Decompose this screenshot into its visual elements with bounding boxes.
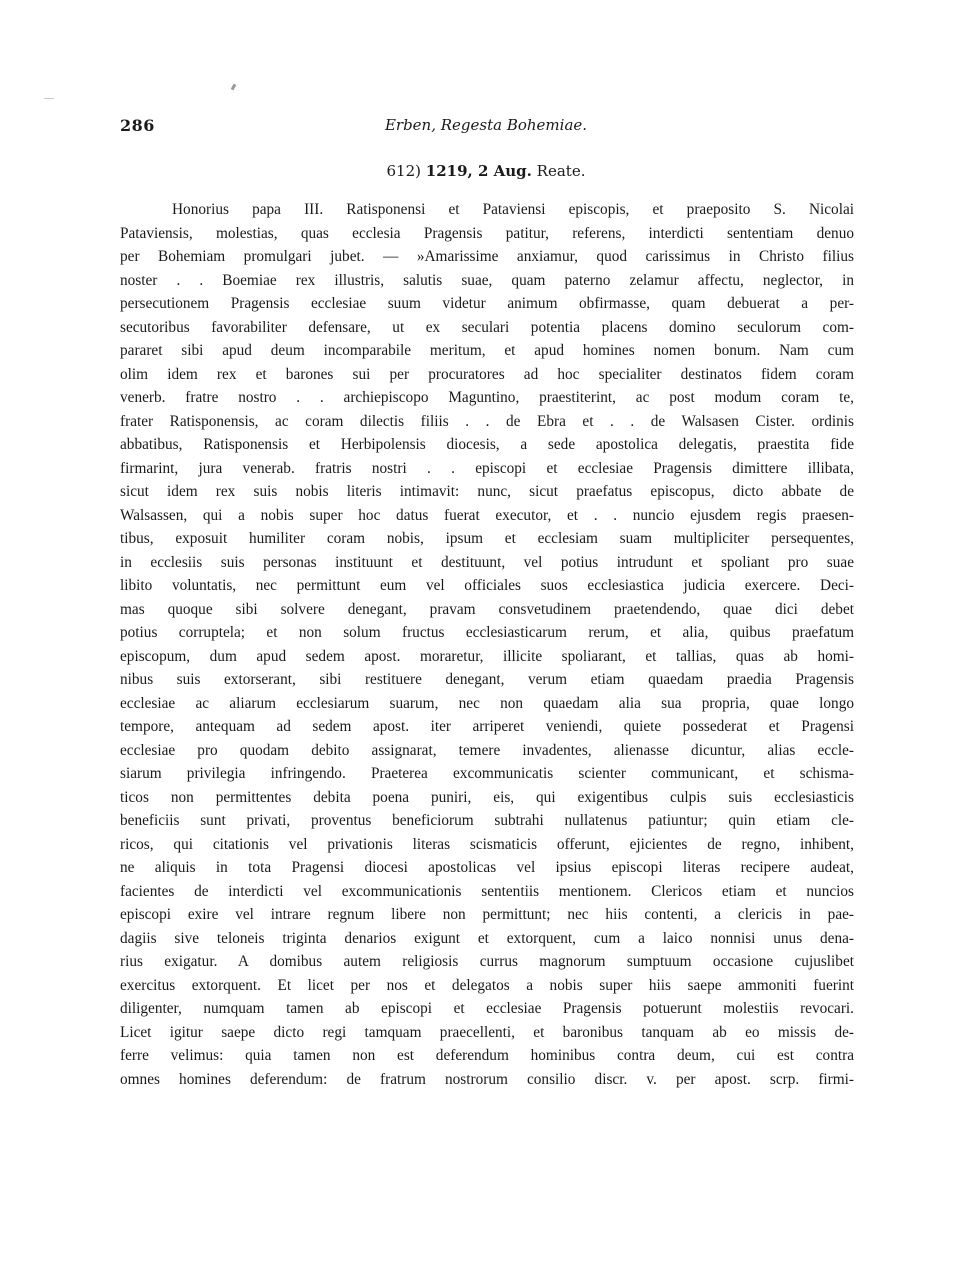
text-line: nibus suis extorserant, sibi restituere denegant, verum etiam quaedam praedia Pragensis xyxy=(120,671,854,688)
text-line: persecutionem Pragensis ecclesiae suum videtur animum obfirmasse, quam debuerat a per- xyxy=(120,295,854,312)
text-line: ticos non permittentes debita poena puniri, eis, qui exigentibus culpis suis ecclesiasticis xyxy=(120,788,854,806)
running-title: Erben, Regesta Bohemiae. xyxy=(384,116,588,134)
entry-date: 1219, 2 Aug. xyxy=(425,162,532,180)
text-line: ecclesiae pro quodam debito assignarat, temere invadentes, alienasse dicuntur, alias eccle- xyxy=(120,741,854,759)
page-number: 286 xyxy=(120,116,155,135)
text-line: ecclesiae ac aliarum ecclesiarum suarum, nec non quaedam alia sua propria, quae longo xyxy=(120,694,854,712)
text-line: ferre velimus: quia tamen non est deferendum hominibus contra deum, cui est contra xyxy=(120,1047,854,1064)
text-line: ne aliquis in tota Pragensi diocesi apostolicas vel ipsius episcopi literas recipere audeat, xyxy=(120,859,854,876)
text-line: dagiis sive teloneis triginta denarios exigunt et extorquent, cum a laico nonnisi unus dena- xyxy=(120,929,854,947)
text-line: facientes de interdicti vel excommunicationis sententiis mentionem. Clericos etiam et nuncios xyxy=(120,882,854,900)
text-line: Licet igitur saepe dicto regi tamquam praecellenti, et baronibus tanquam ab eo missis de- xyxy=(120,1023,854,1041)
text-line: libito voluntatis, nec permittunt eum vel officiales suos ecclesiastica judicia exercere. Deci- xyxy=(120,577,854,594)
text-line: olim idem rex et barones sui per procuratores ad hoc specialiter destinatos fidem coram xyxy=(120,365,854,383)
text-line: mas quoque sibi solvere denegant, pravam consvetudinem praetendendo, quae dici debet xyxy=(120,600,854,618)
scan-speck xyxy=(231,84,237,91)
text-line: Walsassen, qui a nobis super hoc datus fuerat executor, et . . nuncio ejusdem regis praesen- xyxy=(120,506,854,524)
text-line: venerb. fratre nostro . . archiepiscopo Maguntino, praestiterint, ac post modum coram te, xyxy=(120,389,854,406)
text-line: episcopum, dum apud sedem apost. moraretur, illicite spoliarant, et tallias, quas ab homi- xyxy=(120,647,854,665)
text-line: ricos, qui citationis vel privationis literas scismaticis offerunt, ejicientes de regno, inhibent, xyxy=(120,835,854,853)
text-line: beneficiis sunt privati, proventus beneficiorum subtrahi nullatenus patiuntur; quin etiam cle- xyxy=(120,812,854,829)
text-line: tempore, antequam ad sedem apost. iter arriperet veniendi, quiete possederat et Pragensi xyxy=(120,718,854,735)
text-line: per Bohemiam promulgari jubet. — »Amarissime anxiamur, quod carissimus in Christo filius xyxy=(120,248,854,265)
text-line: sicut idem rex suis nobis literis intimavit: nunc, sicut praefatus episcopus, dicto abbate de xyxy=(120,483,854,500)
text-line: diligenter, numquam tamen ab episcopi et ecclesiae Pragensis potuerunt molestiis revocari. xyxy=(120,1000,854,1017)
text-line: omnes homines deferendum: de fratrum nostrorum consilio discr. v. per apost. scrp. firmi- xyxy=(120,1070,854,1088)
scan-speck xyxy=(44,98,54,99)
text-line: pararet sibi apud deum incomparabile meritum, et apud homines nomen bonum. Nam cum xyxy=(120,342,854,359)
text-line: Honorius papa III. Ratisponensi et Pataviensi episcopis, et praeposito S. Nicolai xyxy=(172,201,854,218)
text-line: Pataviensis, molestias, quas ecclesia Pragensis patitur, referens, interdicti sententiam denuo xyxy=(120,224,854,242)
text-line: exercitus extorquent. Et licet per nos et delegatos a nobis super hiis saepe ammoniti fuerint xyxy=(120,976,854,994)
text-line: tibus, exposuit humiliter coram nobis, ipsum et ecclesiam suam multipliciter persequentes, xyxy=(120,530,854,547)
text-line: frater Ratisponensis, ac coram dilectis filiis . . de Ebra et . . de Walsasen Cister. ordinis xyxy=(120,412,854,430)
text-line: rius exigatur. A domibus autem religiosis currus magnorum sumptuum occasione cujuslibet xyxy=(120,953,854,970)
entry-heading xyxy=(120,162,852,180)
text-line: secutoribus favorabiliter defensare, ut ex seculari potentia placens domino seculorum com- xyxy=(120,318,854,336)
text-line: siarum privilegia infringendo. Praeterea excommunicatis scienter communicant, et schisma- xyxy=(120,765,854,782)
document-body xyxy=(120,198,854,1091)
text-line: firmarint, jura venerab. fratris nostri . . episcopi et ecclesiae Pragensis dimittere illibata, xyxy=(120,459,854,477)
entry-place: Reate. xyxy=(536,162,586,180)
text-line: potius corruptela; et non solum fructus ecclesiasticarum rerum, et alia, quibus praefatum xyxy=(120,624,854,641)
entry-number: 612) xyxy=(386,162,421,180)
text-line: abbatibus, Ratisponensis et Herbipolensis diocesis, a sede apostolica delegatis, praestita fide xyxy=(120,436,854,453)
page-header xyxy=(120,116,852,140)
text-line: in ecclesiis suis personas instituunt et destituunt, vel potius intrudunt et spoliant pro suae xyxy=(120,553,854,571)
text-line: noster . . Boemiae rex illustris, salutis suae, quam paterno zelamur affectu, neglector, in xyxy=(120,271,854,289)
text-line: episcopi exire vel intrare regnum libere non permittunt; nec hiis contenti, a clericis in pae- xyxy=(120,906,854,923)
